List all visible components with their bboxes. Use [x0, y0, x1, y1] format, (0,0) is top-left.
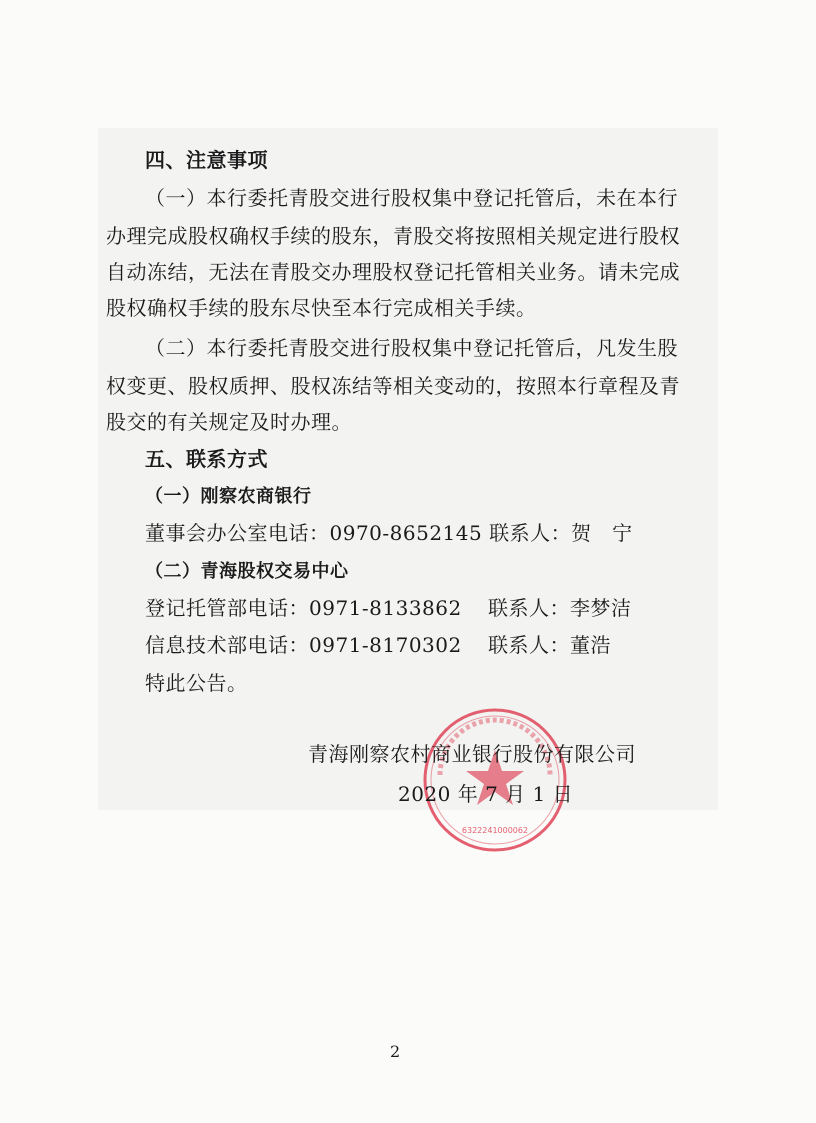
section-4-item-2-line-1: （二）本行委托青股交进行股权集中登记托管后，凡发生股 — [145, 336, 678, 360]
section-4-item-1-line-3: 自动冻结，无法在青股交办理股权登记托管相关业务。请未完成 — [106, 260, 680, 284]
section-5-heading: 五、联系方式 — [145, 447, 268, 471]
section-4-item-2-line-2: 权变更、股权质押、股权冻结等相关变动的，按照本行章程及青 — [106, 374, 680, 398]
closing-remark: 特此公告。 — [145, 671, 248, 695]
section-4-item-1-line-1: （一）本行委托青股交进行股权集中登记托管后，未在本行 — [145, 186, 678, 210]
section-4-item-1-line-2: 办理完成股权确权手续的股东，青股交将按照相关规定进行股权 — [106, 224, 680, 248]
seal-number: 6322241000062 — [461, 826, 529, 835]
exchange-contact-title: （二）青海股权交易中心 — [145, 561, 349, 582]
section-4-heading: 四、注意事项 — [145, 148, 268, 172]
exchange-contact-1-phone: 登记托管部电话：0971-8133862 — [145, 596, 462, 620]
section-4-item-2-line-3: 股交的有关规定及时办理。 — [106, 410, 352, 434]
page-number: 2 — [390, 1042, 401, 1061]
signature-date: 2020 年 7 月 1 日 — [398, 782, 574, 806]
exchange-contact-2-person: 联系人：董浩 — [488, 633, 611, 657]
section-4-item-1-line-4: 股权确权手续的股东尽快至本行完成相关手续。 — [106, 296, 537, 320]
bank-contact-line: 董事会办公室电话：0970-8652145 联系人：贺 宁 — [145, 521, 633, 545]
official-seal — [420, 705, 570, 855]
exchange-contact-1-person: 联系人：李梦洁 — [488, 596, 632, 620]
bank-contact-title: （一）刚察农商银行 — [145, 486, 312, 507]
signature-company: 青海刚察农村商业银行股份有限公司 — [308, 742, 636, 766]
exchange-contact-2-phone: 信息技术部电话：0971-8170302 — [145, 633, 462, 657]
